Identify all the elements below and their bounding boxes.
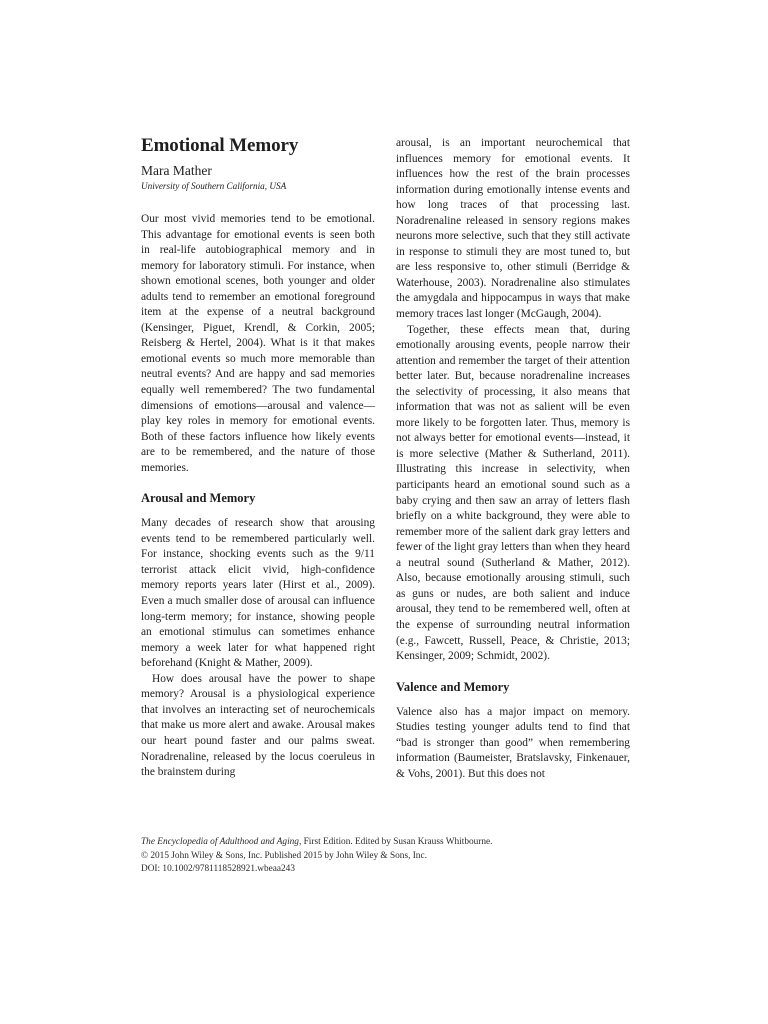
book-edition-editor: , First Edition. Edited by Susan Krauss Whitbourne. [298, 837, 493, 847]
valence-paragraph: Valence also has a major impact on memory. Studies testing younger adults tend to find that “bad is stronger than good” when remembering information (Baumeister, Bratslavsky, Finkenauer, & Vohs, 2001). But this does not [396, 705, 630, 780]
arousal-paragraph-2: How does arousal have the power to shape memory? Arousal is a physiological experience that involves an interacting set of neurochemicals that make us more alert and awake. Arousal makes our heart pound faster and our palms sweat. Noradrenaline, released by the locus coeruleus in the brainstem during [141, 672, 375, 779]
footer-line-book [141, 836, 641, 850]
section-heading-valence: Valence and Memory [396, 679, 510, 694]
together-paragraph: Together, these effects mean that, during emotionally arousing events, people narrow their attention and remember the target of their attention better later. But, because noradrenaline increases the selectivity of processing, it also means that information that was not as salient will be even more likely to be forgotten later. Thus, memory is not always better for emotional events—instead, it is more selective (Mather & Sutherland, 2011). Illustrating this increase in selectivity, when participants heard an emotional sound such as a baby crying and then saw an array of letters flash briefly on a white background, they were able to remember more of the salient dark gray letters and fewer of the light gray letters than when they heard a neutral sound (Sutherland & Mather, 2012). Also, because emotionally arousing stimuli, such as guns or nudes, are both salient and induce arousal, they tend to be remembered well, often at the expense of surrounding neutral information (e.g., Fawcett, Russell, Peace, & Christie, 2013; Kensinger, 2009; Schmidt, 2002). [396, 323, 630, 663]
continued-paragraph: arousal, is an important neurochemical that influences memory for emotional events. It influences how the rest of the brain processes information during emotionally intense events and how long traces of that processing last. Noradrenaline released in sensory regions makes neurons more selective, such that they still activate in response to stimuli they are most tuned to, but are less responsive to, other stimuli (Berridge & Waterhouse, 2003). Noradrenaline also stimulates the amygdala and hippocampus in ways that make memory traces last longer (McGaugh, 2004). [396, 137, 630, 321]
citation-footer [141, 836, 641, 877]
arousal-paragraph-1: Many decades of research show that arousing events tend to be remembered particularly well. For instance, shocking events such as the 9/11 terrorist attack elicit vivid, high-confidence memory reports years later (Hirst et al., 2009). Even a much smaller dose of arousal can influence long-term memory; for instance, showing people an emotional stimulus can sometimes enhance memory a week later for what happened right beforehand (Knight & Mather, 2009). [141, 517, 375, 670]
footer-line-copyright: © 2015 John Wiley & Sons, Inc. Published 2015 by John Wiley & Sons, Inc. [141, 850, 427, 861]
author-name: Mara Mather [141, 163, 212, 178]
book-title: The Encyclopedia of Adulthood and Aging [141, 837, 299, 847]
right-column [396, 136, 630, 782]
left-column [141, 212, 375, 781]
intro-paragraph: Our most vivid memories tend to be emotional. This advantage for emotional events is seen both in real-life autobiographical memory and in memory for laboratory stimuli. For instance, when shown emotional scenes, both younger and older adults tend to remember an emotional foreground item at the expense of a neutral background (Kensinger, Piguet, Krendl, & Corkin, 2005; Reisberg & Hertel, 2004). What is it that makes emotional events so much more memorable than neutral events? And are happy and sad memories equally well remembered? The two fundamental dimensions of emotions—arousal and valence—play key roles in memory for emotional events. Both of these factors influence how likely events are to be remembered, and the nature of those memories. [141, 213, 375, 474]
article-title: Emotional Memory [141, 135, 299, 156]
footer-line-doi[interactable]: DOI: 10.1002/9781118528921.wbeaa243 [141, 864, 295, 874]
section-heading-arousal: Arousal and Memory [141, 491, 256, 506]
author-affiliation: University of Southern California, USA [141, 181, 287, 191]
